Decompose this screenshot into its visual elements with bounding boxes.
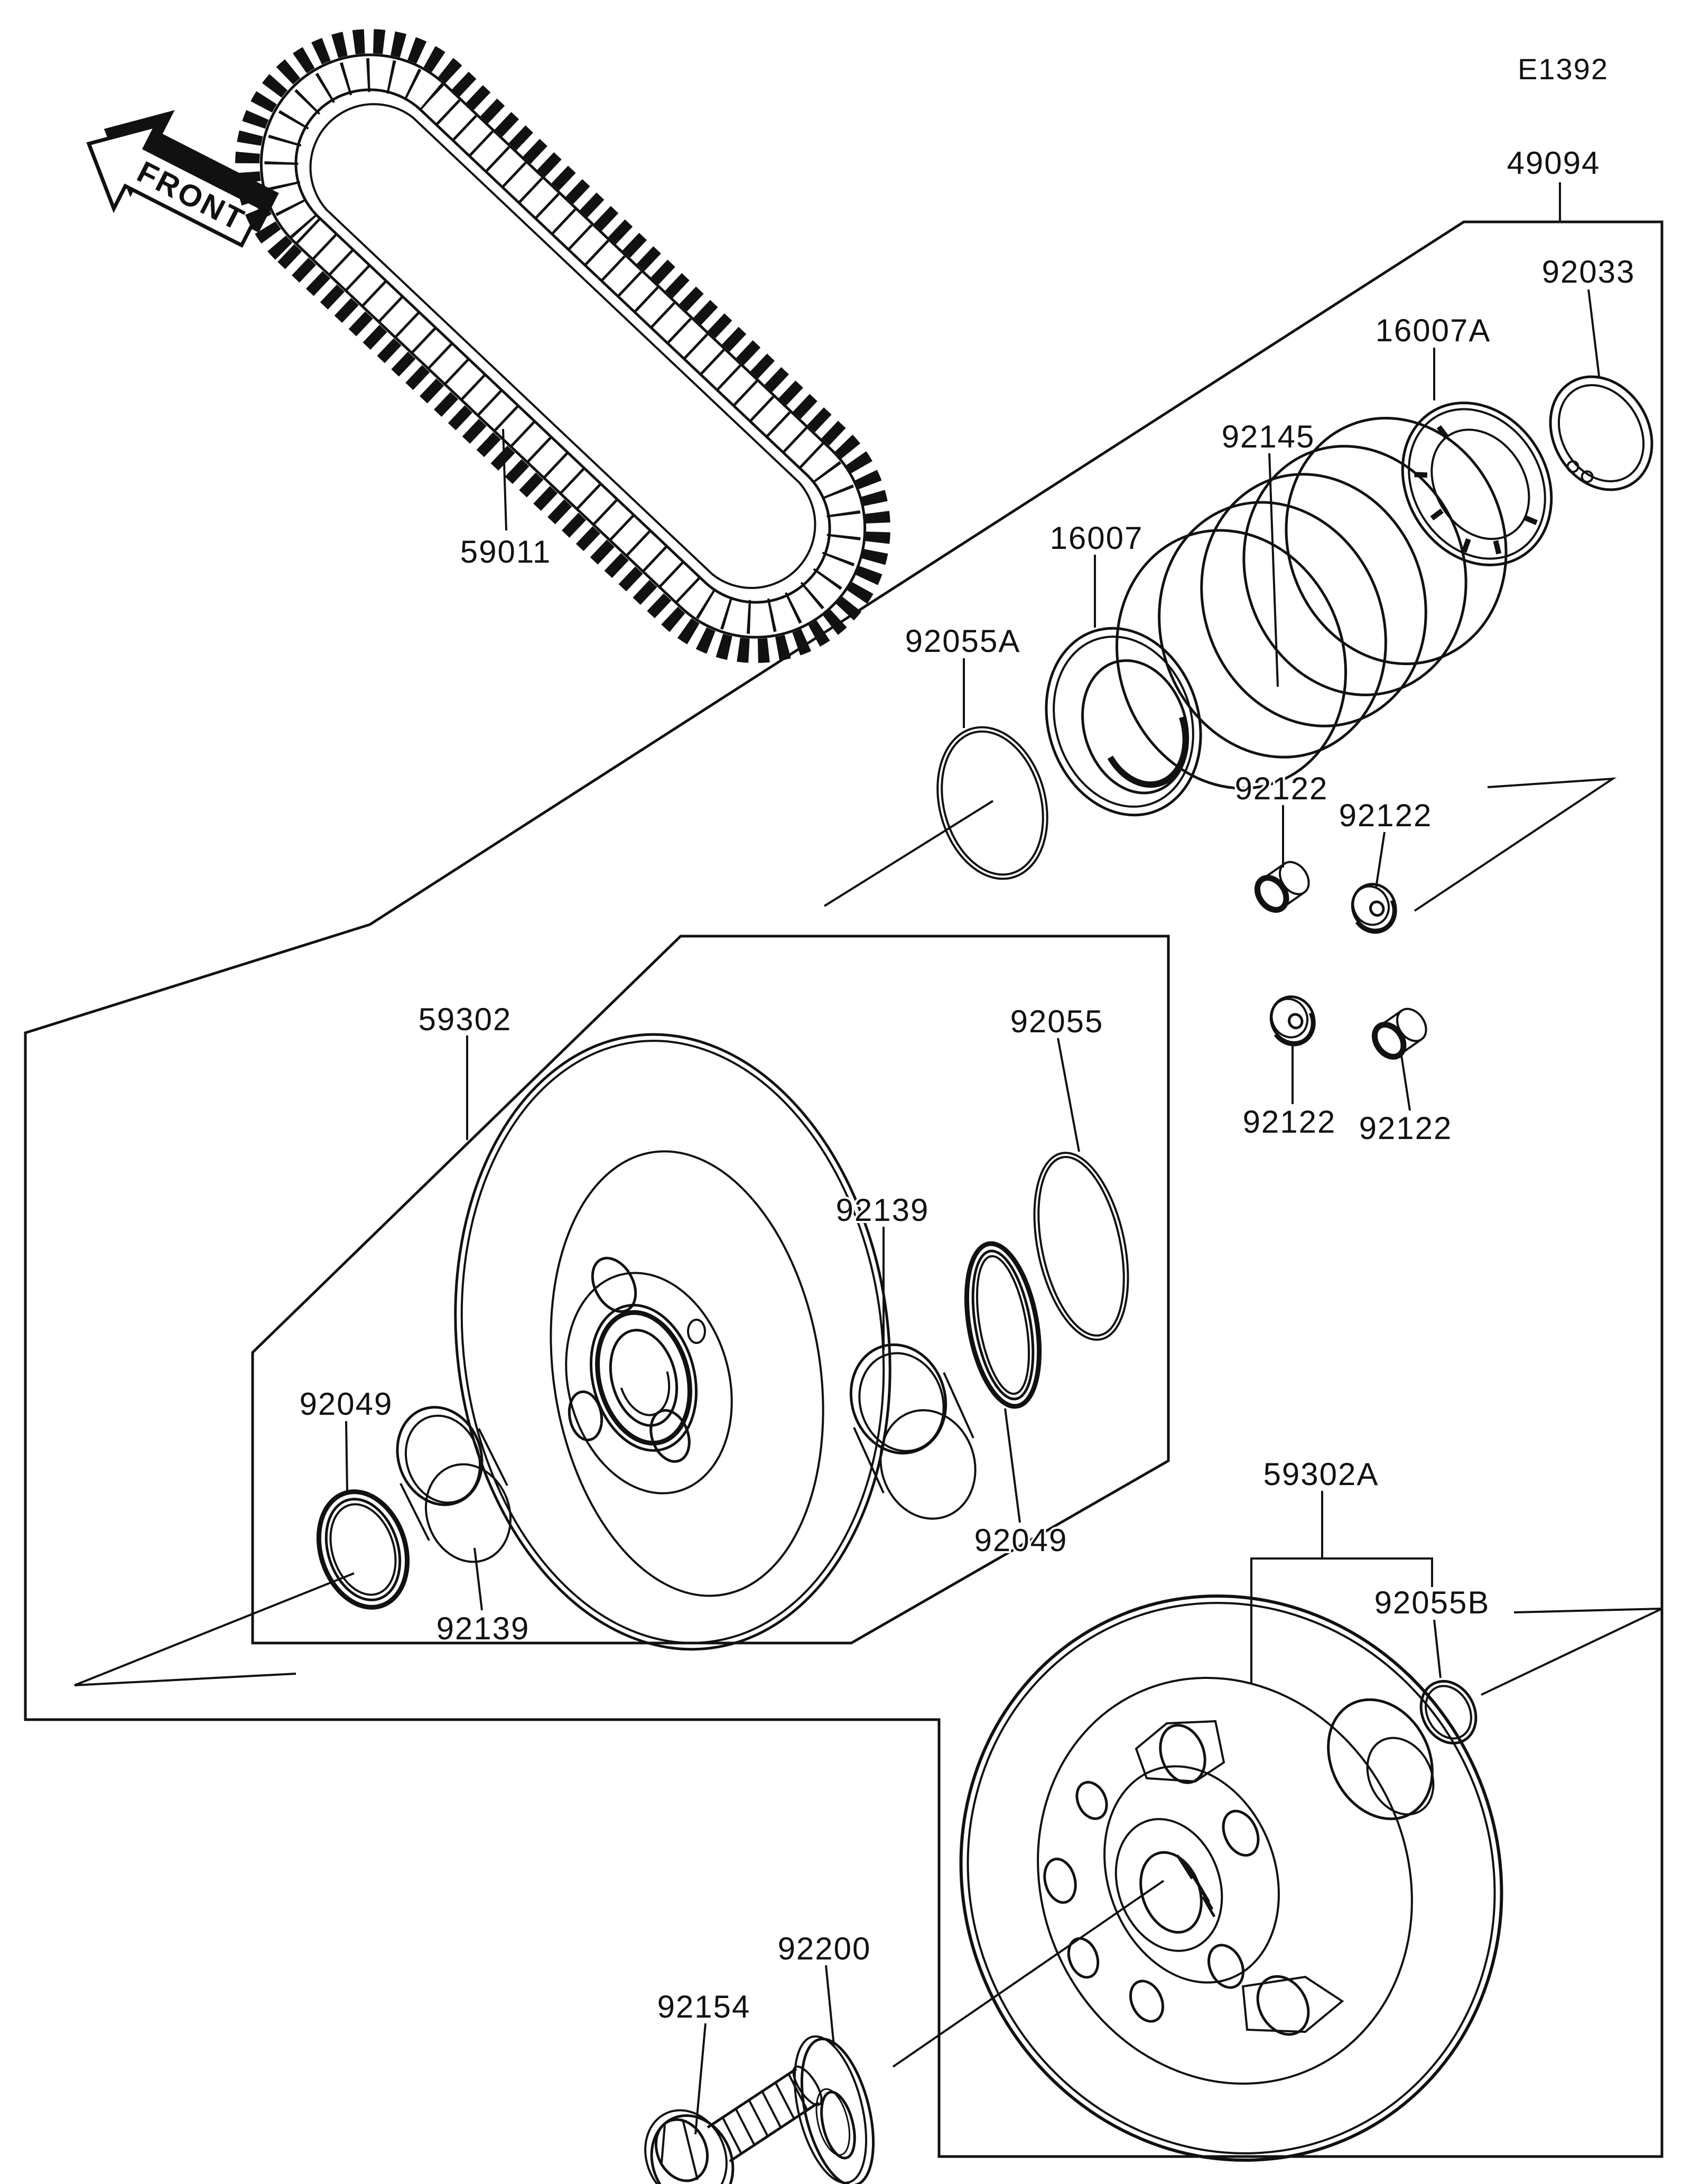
part-label-49094: 49094 [1507,145,1601,181]
part-label-92122-2: 92122 [1339,798,1433,833]
seal-92049-left [304,1480,421,1619]
pointer-wedge-right-upper [1415,779,1613,911]
leader-92033 [1588,290,1599,376]
part-label-92055A: 92055A [905,623,1021,659]
part-label-16007A: 16007A [1375,313,1491,348]
leader-92049-left [346,1421,347,1492]
belt-outer-edge [261,55,865,637]
drive-sheave-59302 [421,1010,924,1675]
part-label-92122-4: 92122 [1359,1110,1453,1146]
belt-outer-teeth [247,41,878,651]
leader-92055B [1434,1620,1441,1678]
labels-layer [300,145,1636,2134]
part-label-92049-right: 92049 [974,1523,1068,1558]
spring-seat-16007A [1373,375,1582,593]
leader-92139-left [475,1548,482,1610]
o-ring-92055A [922,715,1064,891]
part-label-92122-3: 92122 [1242,1104,1336,1140]
bracket-59302A [1251,1558,1432,1683]
leader-59011 [503,429,506,530]
part-label-59302A: 59302A [1263,1457,1379,1492]
part-label-92139-right: 92139 [835,1192,930,1228]
front-arrow-label: FRONT [132,154,251,238]
leader-92145 [1269,453,1278,687]
belt-tooth-lands [281,75,844,617]
page-code: E1392 [1518,52,1609,86]
o-ring-92055B [1410,1672,1486,1753]
washer-92200 [782,2028,887,2184]
part-label-92122-1: 92122 [1234,771,1328,806]
pointer-wedge-right-lower [1481,1609,1662,1695]
leader-92200 [826,1965,834,2046]
part-label-92033: 92033 [1541,254,1636,290]
spline-hatching [1177,1855,1214,1917]
pointer-wedge-bottom-left [75,1573,354,1685]
leader-92055 [1058,1038,1079,1152]
part-label-16007: 16007 [1049,520,1144,556]
bushing-92122-4 [1369,1003,1432,1062]
part-label-59011: 59011 [460,534,552,570]
part-label-59302: 59302 [418,1002,512,1037]
sleeve-92139-right [837,1332,989,1531]
part-label-92154: 92154 [657,1989,751,2024]
bushing-92122-3 [1263,990,1322,1051]
bolt-threads [723,2075,807,2153]
part-label-92139-left: 92139 [436,1611,530,1646]
bushing-92122-2 [1344,877,1403,938]
leader-92122-2 [1376,832,1385,888]
drive-belt [247,41,878,651]
part-label-92055B: 92055B [1374,1585,1490,1620]
part-label-92055: 92055 [1010,1004,1104,1039]
ring-92055A-pointer-line [824,801,993,906]
seal-92049-right [955,1238,1051,1412]
bolt-92154 [631,2062,827,2184]
part-label-92049-left: 92049 [299,1386,393,1422]
leader-92049-right [1005,1408,1020,1523]
part-label-92200: 92200 [777,1931,871,1966]
spring-seat-16007 [1023,608,1224,835]
leader-92122-4 [1401,1056,1410,1110]
part-label-92145: 92145 [1221,419,1315,454]
